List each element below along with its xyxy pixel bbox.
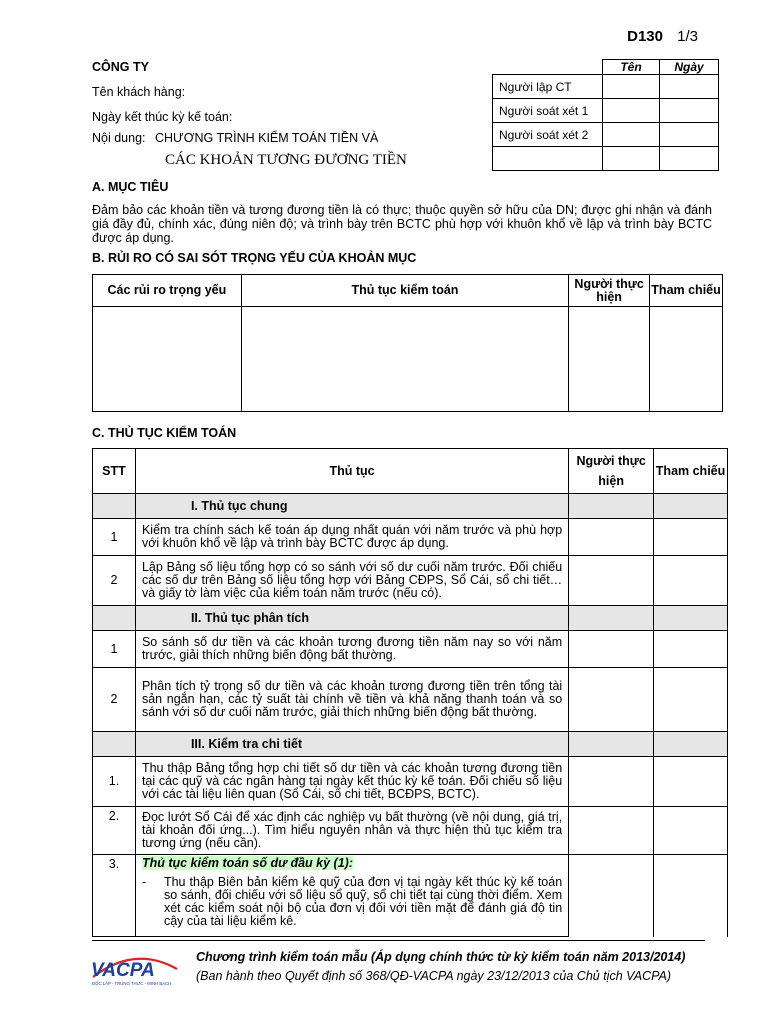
footer-line-1: Chương trình kiểm toán mẫu (Áp dụng chính thức từ kỳ kiểm toán năm 2013/2014) [196,950,686,964]
signoff-name-cell[interactable] [603,123,660,147]
row-procedure: So sánh số dư tiền và các khoản tương đương tiền năm nay so với năm trước, giải thích những biến động bất thường. [135,631,568,668]
row-stt: 3. [93,855,136,937]
row-reference-cell[interactable] [654,631,728,668]
document-id: D130 [627,28,663,45]
content-line [92,131,378,145]
sub-item-text: Thu thập Biên bản kiểm kê quỹ của đơn vị tại ngày kết thúc kỳ kế toán so sánh, đối chiếu với số liệu sổ quỹ, sổ chi tiết tại cùng thời điểm. Xem xét các kiểm soát nội bộ của đơn vị đối với tiền mặt để đánh giá độ tin cậy của tài liệu kiểm kê. [163,875,563,928]
table-row [93,668,728,732]
risk-header-risks: Các rủi ro trọng yếu [93,275,242,307]
row-reference-cell[interactable] [654,855,728,937]
signoff-header-name: Tên [603,60,660,75]
content-label: Nội dung: [92,131,146,145]
row-procedure [135,855,568,937]
signoff-date-cell[interactable] [660,99,719,123]
table-row [93,807,728,855]
proc-header-procedure: Thủ tục [135,449,568,494]
row-stt: 1 [93,631,136,668]
footer-line-2: (Ban hành theo Quyết định số 368/QĐ-VACPA ngày 23/12/2013 của Chủ tịch VACPA) [196,969,672,983]
signoff-date-cell[interactable] [660,147,719,171]
row-procedure: Thu thập Bảng tổng hợp chi tiết số dư tiền và các khoản tương đương tiền tại các quỹ và các ngân hàng tại ngày kết thúc kỳ kế toán. Đối chiếu số liệu với các tài liệu liên quan (Sổ Cái, sổ chi tiết, BCĐPS, BCTC). [135,757,568,807]
period-end-label: Ngày kết thúc kỳ kế toán: [92,110,233,124]
table-row [93,855,728,937]
company-label: CÔNG TY [92,60,149,74]
risk-cell[interactable] [650,307,723,412]
row-performer-cell[interactable] [569,631,654,668]
client-name-label: Tên khách hàng: [92,85,186,99]
row-procedure: Đọc lướt Sổ Cái để xác định các nghiệp vụ bất thường (về nội dung, giá trị, tài khoản đối ứng...). Tìm hiểu nguyên nhân và thực hiện thủ tục kiểm tra tương ứng (nếu cần). [135,807,568,855]
bullet-dash: - [141,875,147,889]
signoff-name-cell[interactable] [603,147,660,171]
signoff-name-cell[interactable] [603,75,660,99]
risk-cell[interactable] [93,307,242,412]
group-title: II. Thủ tục phân tích [135,606,568,631]
row-performer-cell[interactable] [569,757,654,807]
logo-tagline: ĐỘC LẬP - TRUNG THỰC - MINH BẠCH [92,981,172,986]
footer-divider [92,940,705,941]
group-title: I. Thủ tục chung [135,494,568,519]
signoff-header-date: Ngày [660,60,719,75]
procedures-table [92,448,728,937]
content-title-2: CÁC KHOẢN TƯƠNG ĐƯƠNG TIỀN [165,152,407,168]
group-row [93,732,728,757]
row-reference-cell[interactable] [654,556,728,606]
row-performer-cell[interactable] [569,519,654,556]
signoff-role [493,147,603,171]
sub-item [142,876,562,928]
row-stt: 1. [93,757,136,807]
group-row [93,494,728,519]
proc-header-stt: STT [93,449,136,494]
risk-cell[interactable] [241,307,568,412]
proc-header-performer: Người thực hiện [569,449,654,494]
row-performer-cell[interactable] [569,855,654,937]
opening-balance-heading: Thủ tục kiểm toán số dư đầu kỳ (1): [141,856,353,870]
row-procedure: Phân tích tỷ trọng số dư tiền và các khoản tương đương tiền trên tổng tài sản ngắn hạn, các tỷ suất tài chính về tiền và khả năng thanh toán và so sánh với số dư cuối năm trước, giải thích những biến động bất thường. [135,668,568,732]
table-row [93,757,728,807]
row-stt: 2 [93,556,136,606]
row-reference-cell[interactable] [654,807,728,855]
section-c-title: C. THỦ TỤC KIỂM TOÁN [92,426,237,440]
proc-header-reference: Tham chiếu [654,449,728,494]
section-a-title: A. MỤC TIÊU [92,180,169,194]
row-reference-cell[interactable] [654,519,728,556]
risk-table [92,274,723,412]
row-procedure: Kiểm tra chính sách kế toán áp dụng nhất quán với năm trước và phù hợp với khuôn khổ về lập và trình bày BCTC được áp dụng. [135,519,568,556]
table-row [93,631,728,668]
logo-text: VACPA [91,960,155,981]
group-row [93,606,728,631]
row-stt: 2. [93,807,136,855]
risk-header-performer: Người thực hiện [569,275,650,307]
risk-header-procedure: Thủ tục kiểm toán [241,275,568,307]
row-performer-cell[interactable] [569,668,654,732]
risk-cell[interactable] [569,307,650,412]
section-a-text: Đảm bảo các khoản tiền và tương đương tiền là có thực; thuộc quyền sở hữu của DN; được ghi nhận và đánh giá đầy đủ, chính xác, đúng niên độ; và trình bày trên BCTC phù hợp với khuôn khổ về lập và trình bày BCTC được áp dụng. [92,203,712,245]
risk-header-reference: Tham chiếu [650,275,723,307]
row-performer-cell[interactable] [569,556,654,606]
table-row [93,519,728,556]
row-stt: 1 [93,519,136,556]
document-code [627,28,698,45]
row-stt: 2 [93,668,136,732]
table-row [93,556,728,606]
row-procedure: Lập Bảng số liệu tổng hợp có so sánh với số dư cuối năm trước. Đối chiếu các số dư trên Bảng số liệu tổng hợp với Bảng CĐPS, Sổ Cái, sổ chi tiết… và giấy tờ làm việc của kiểm toán năm trước (nếu có). [135,556,568,606]
page-number: 1/3 [677,28,698,45]
row-reference-cell[interactable] [654,757,728,807]
row-reference-cell[interactable] [654,668,728,732]
signoff-name-cell[interactable] [603,99,660,123]
group-title: III. Kiểm tra chi tiết [135,732,568,757]
signoff-role: Người soát xét 2 [493,123,603,147]
signoff-date-cell[interactable] [660,123,719,147]
row-performer-cell[interactable] [569,807,654,855]
signoff-table [492,59,719,171]
section-b-title: B. RỦI RO CÓ SAI SÓT TRỌNG YẾU CỦA KHOẢN MỤC [92,251,417,265]
vacpa-logo [89,947,181,989]
signoff-date-cell[interactable] [660,75,719,99]
signoff-role: Người lập CT [493,75,603,99]
signoff-role: Người soát xét 1 [493,99,603,123]
content-title-1: CHƯƠNG TRÌNH KIỂM TOÁN TIỀN VÀ [155,131,379,145]
